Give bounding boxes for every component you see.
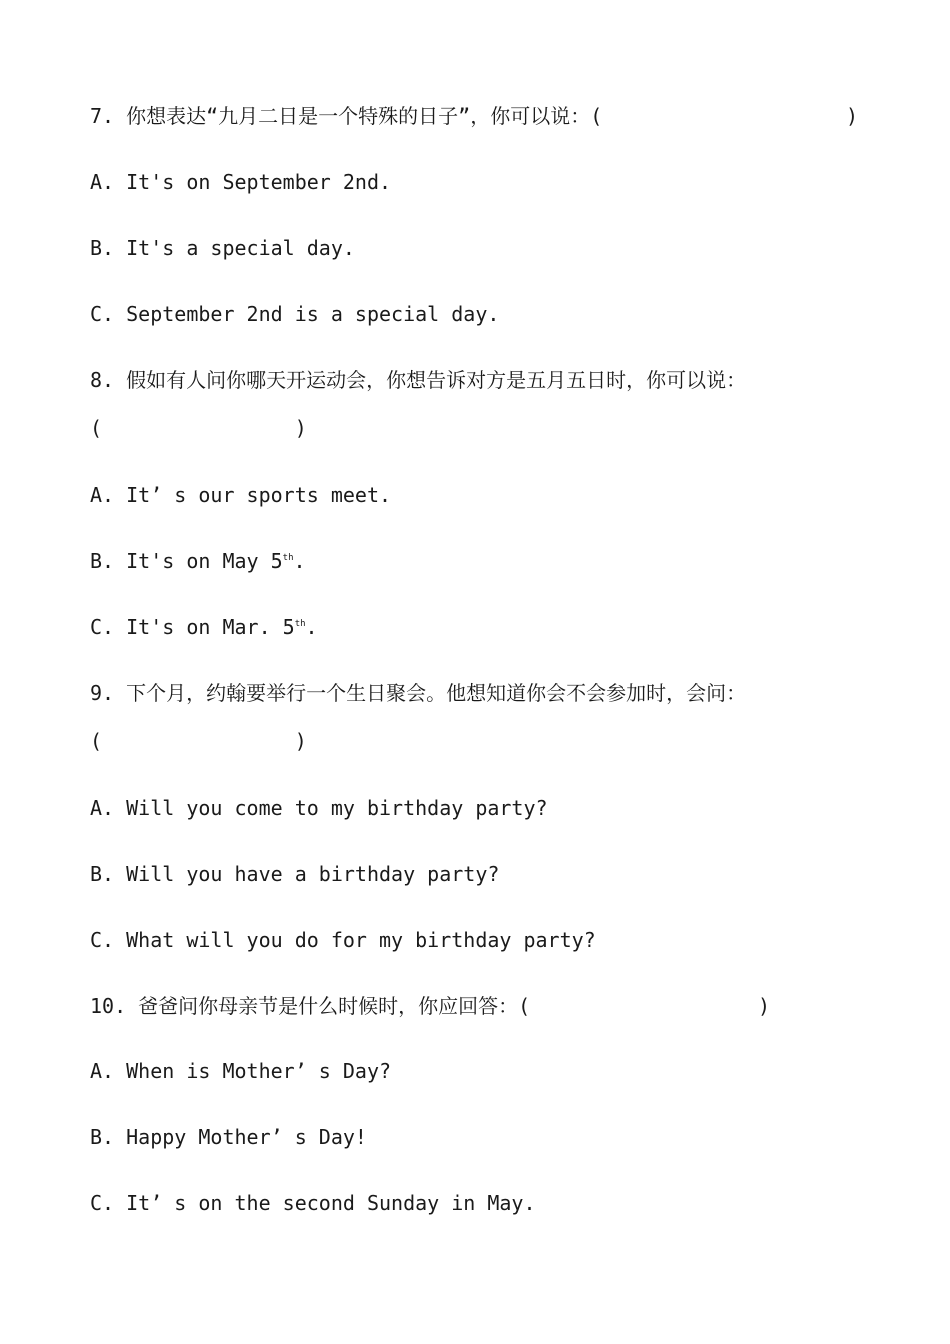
question-9-option-a: A. Will you come to my birthday party?	[90, 796, 548, 820]
question-10-stem: 10. 爸爸问你母亲节是什么时候时，你应回答：(	[90, 994, 531, 1018]
question-7-option-c: C. September 2nd is a special day.	[90, 302, 500, 326]
question-10-answer-close: )	[758, 994, 771, 1018]
question-7-answer-close: )	[846, 104, 859, 128]
question-10-option-a: A. When is Mother’ s Day?	[90, 1059, 392, 1083]
question-9-stem: 9. 下个月，约翰要举行一个生日聚会。他想知道你会不会参加时，会问：	[90, 681, 747, 705]
question-8-option-b	[90, 548, 306, 574]
question-8-option-c-ordinal: th	[294, 619, 306, 629]
question-8-option-c	[90, 614, 318, 640]
question-8-stem: 8. 假如有人问你哪天开运动会，你想告诉对方是五月五日时，你可以说：	[90, 368, 747, 392]
question-8-answer-blank: ( )	[90, 416, 307, 440]
question-10-option-b: B. Happy Mother’ s Day!	[90, 1125, 367, 1149]
question-7-stem: 7. 你想表达“九月二日是一个特殊的日子”，你可以说：(	[90, 104, 603, 128]
question-7-option-a: A. It's on September 2nd.	[90, 170, 392, 194]
question-9-answer-blank: ( )	[90, 729, 307, 753]
question-8-option-c-period: .	[305, 615, 318, 639]
question-8-option-b-text: B. It's on May 5	[90, 549, 283, 573]
question-8-option-a: A. It’ s our sports meet.	[90, 483, 392, 507]
question-9-option-b: B. Will you have a birthday party?	[90, 862, 500, 886]
question-8-option-b-ordinal: th	[282, 553, 294, 563]
question-9-option-c: C. What will you do for my birthday party?	[90, 928, 596, 952]
question-8-option-c-text: C. It's on Mar. 5	[90, 615, 295, 639]
question-10-option-c: C. It’ s on the second Sunday in May.	[90, 1191, 536, 1215]
question-8-option-b-period: .	[293, 549, 306, 573]
question-7-option-b: B. It's a special day.	[90, 236, 355, 260]
